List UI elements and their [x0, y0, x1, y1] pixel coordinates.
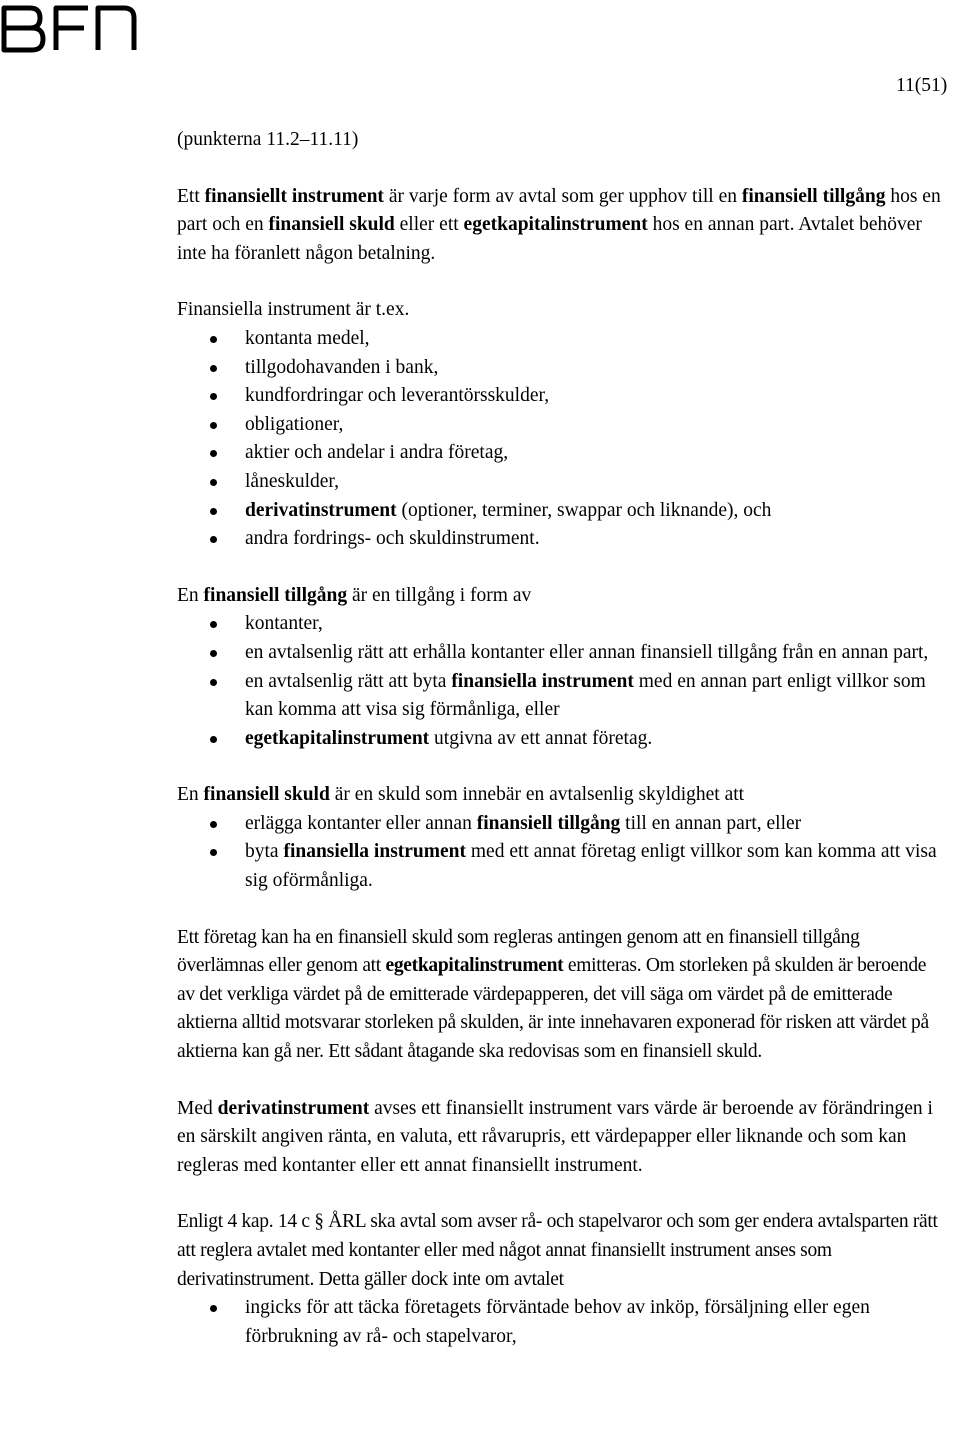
derivative-definition: Med derivatinstrument avses ett finansiellt instrument vars värde är beroende av förändringen i en särskilt angiven ränta, en valuta, ett råvarupris, ett värdepapper eller liknande och som kan regleras med kontanter eller ett annat finansiellt instrument.: [177, 1097, 933, 1176]
list-item: tillgodohavanden i bank,: [177, 354, 947, 383]
section-reference: (punkterna 11.2–11.11): [177, 129, 359, 150]
bfn-logo: [0, 2, 140, 56]
list-item: kundfordringar och leverantörsskulder,: [177, 382, 947, 411]
list-item: andra fordrings- och skuldinstrument.: [177, 525, 947, 554]
list-item: en avtalsenlig rätt att byta finansiella instrument med en annan part enligt villkor som kan komma att visa sig förmånliga, eller: [177, 668, 947, 725]
liability-list: [177, 810, 947, 896]
list-item: byta finansiella instrument med ett annat företag enligt villkor som kan komma att visa sig oförmånliga.: [177, 838, 947, 895]
list-item: kontanter,: [177, 610, 947, 639]
instrument-definition: Ett finansiellt instrument är varje form av avtal som ger upphov till en finansiell tillgång hos en part och en finansiell skuld eller ett egetkapitalinstrument hos en annan part. Avtalet behöver inte ha föranlett någon betalning.: [177, 185, 941, 264]
list-item: kontanta medel,: [177, 325, 947, 354]
document-body: [177, 126, 947, 1351]
term-equity-instrument: egetkapitalinstrument: [463, 214, 648, 236]
list-item: obligationer,: [177, 411, 947, 440]
list-item: låneskulder,: [177, 468, 947, 497]
term-financial-liability: finansiell skuld: [268, 214, 395, 236]
examples-intro: Finansiella instrument är t.ex.: [177, 299, 410, 321]
arl-list: [177, 1294, 947, 1351]
list-item: erlägga kontanter eller annan finansiell tillgång till en annan part, eller: [177, 810, 947, 839]
page-number: 11(51): [896, 75, 948, 96]
list-item: egetkapitalinstrument utgivna av ett annat företag.: [177, 725, 947, 754]
list-item: en avtalsenlig rätt att erhålla kontanter eller annan finansiell tillgång från en annan part,: [177, 639, 947, 668]
liability-definition: En finansiell skuld är en skuld som innebär en avtalsenlig skyldighet att: [177, 784, 745, 806]
list-item: aktier och andelar i andra företag,: [177, 439, 947, 468]
examples-list: [177, 325, 947, 554]
asset-definition: En finansiell tillgång är en tillgång i form av: [177, 584, 532, 606]
list-item: ingicks för att täcka företagets förväntade behov av inköp, försäljning eller egen förbrukning av rå- och stapelvaror,: [177, 1294, 947, 1351]
settlement-paragraph: Ett företag kan ha en finansiell skuld som regleras antingen genom att en finansiell tillgång överlämnas eller genom att egetkapitalinstrument emitteras. Om storleken på skulden är beroende av det verkliga värdet på de emitterade värdepapperen, det vill säga om värdet på de emitterade aktierna alltid motsvarar storleken på skulden, är inte innehavaren exponerad för risken att värdet på aktierna kan gå ner. Ett sådant åtagande ska redovisas som en finansiell skuld.: [177, 926, 929, 1063]
term-financial-asset: finansiell tillgång: [741, 185, 886, 207]
arl-paragraph: Enligt 4 kap. 14 c § ÅRL ska avtal som avser rå- och stapelvaror och som ger endera avtalsparten rätt att reglera avtalet med kontanter eller med något annat finansiellt instrument anses som derivatinstrument. Detta gäller dock inte om avtalet: [177, 1211, 938, 1290]
term-financial-instrument: finansiellt instrument: [204, 185, 384, 207]
asset-list: [177, 610, 947, 753]
list-item: derivatinstrument (optioner, terminer, swappar och liknande), och: [177, 497, 947, 526]
